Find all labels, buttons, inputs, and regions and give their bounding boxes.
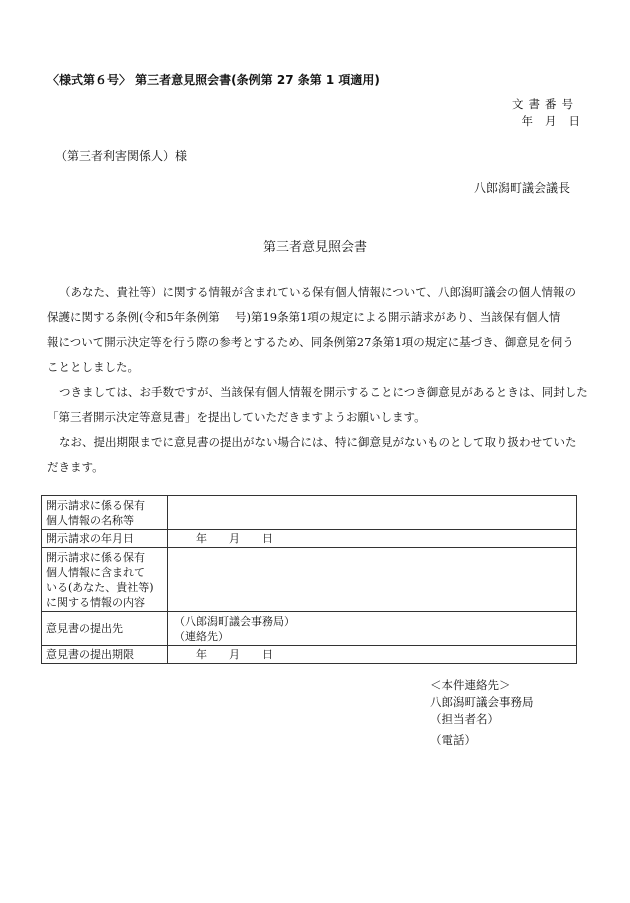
paragraph-line: （あなた、貴社等）に関する情報が含まれている保有個人情報について、八郎潟町議会の個人情報の	[59, 285, 577, 299]
submission-destination-field[interactable]	[168, 612, 577, 646]
paragraph-line: なお、提出期限までに意見書の提出がない場合には、特に御意見がないものとして取り扱わせていた	[59, 435, 577, 449]
table-label-cell	[42, 646, 168, 664]
form-identifier: 〈様式第６号〉 第三者意見照会書(条例第 27 条第 1 項適用)	[47, 73, 380, 87]
table-row	[42, 646, 577, 664]
contact-person: （担当者名）	[430, 712, 499, 726]
table-label-cell	[42, 548, 168, 612]
label-line: に関する情報の内容	[46, 595, 145, 609]
date-day-label: 日	[262, 532, 273, 545]
sender: 八郎潟町議会議長	[473, 181, 570, 195]
label-line: 個人情報の名称等	[46, 513, 134, 527]
table-row	[42, 548, 577, 612]
paragraph-1	[47, 280, 587, 380]
document-title: 第三者意見照会書	[262, 240, 367, 255]
table-label-cell	[42, 530, 168, 548]
value-line: （八郎潟町議会事務局）	[174, 614, 295, 628]
paragraph-line: だきます。	[47, 460, 104, 474]
submission-deadline-field[interactable]	[168, 646, 577, 664]
paragraph-line: つきましては、お手数ですが、当該保有個人情報を開示することにつき御意見があるときは、同封した	[59, 385, 588, 399]
date-year-label: 年	[196, 532, 207, 545]
contact-block	[430, 677, 534, 749]
recipient: （第三者利害関係人）様	[55, 149, 188, 163]
contact-office: 八郎潟町議会事務局	[430, 695, 534, 709]
table-label-cell	[42, 496, 168, 530]
request-info-table	[41, 495, 577, 664]
request-date-field[interactable]	[168, 530, 577, 548]
info-content-field[interactable]	[168, 548, 577, 612]
label-line: 開示請求に係る保有	[46, 498, 145, 512]
date-year-label: 年	[196, 648, 207, 661]
contact-phone: （電話）	[430, 733, 476, 747]
document-date	[512, 113, 583, 129]
paragraph-3	[47, 430, 587, 480]
document-number-label: 文書番号	[512, 97, 578, 111]
date-month-label: 月	[229, 648, 240, 661]
paragraph-line: 報について開示決定等を行う際の参考とするため、同条例第27条第1項の規定に基づき、御意見を伺う	[47, 335, 574, 349]
label-line: 開示請求の年月日	[46, 532, 134, 545]
date-month-label: 月	[545, 114, 559, 128]
label-line: 意見書の提出先	[46, 622, 123, 635]
table-row	[42, 530, 577, 548]
contact-heading: ＜本件連絡先＞	[430, 678, 511, 692]
label-line: 開示請求に係る保有	[46, 550, 145, 564]
paragraph-line: 「第三者開示決定等意見書」を提出していただきますようお願いします。	[47, 410, 426, 424]
table-row	[42, 612, 577, 646]
paragraph-line: こととしました。	[47, 360, 139, 374]
table-label-cell	[42, 612, 168, 646]
body-text	[47, 280, 587, 480]
value-line: （連絡先）	[174, 629, 229, 643]
paragraph-line: 保護に関する条例(令和5年条例第 号)第19条第1項の規定による開示請求があり、当該保有個人情	[47, 310, 561, 324]
label-line: いる(あなた、貴社等)	[46, 580, 154, 594]
table-row	[42, 496, 577, 530]
date-month-label: 月	[229, 532, 240, 545]
label-line: 個人情報に含まれて	[46, 565, 145, 579]
date-year-label: 年	[521, 114, 535, 128]
date-day-label: 日	[262, 648, 273, 661]
date-day-label: 日	[568, 114, 582, 128]
label-line: 意見書の提出期限	[46, 648, 134, 661]
name-value-field[interactable]	[168, 496, 577, 530]
paragraph-2	[47, 380, 587, 430]
